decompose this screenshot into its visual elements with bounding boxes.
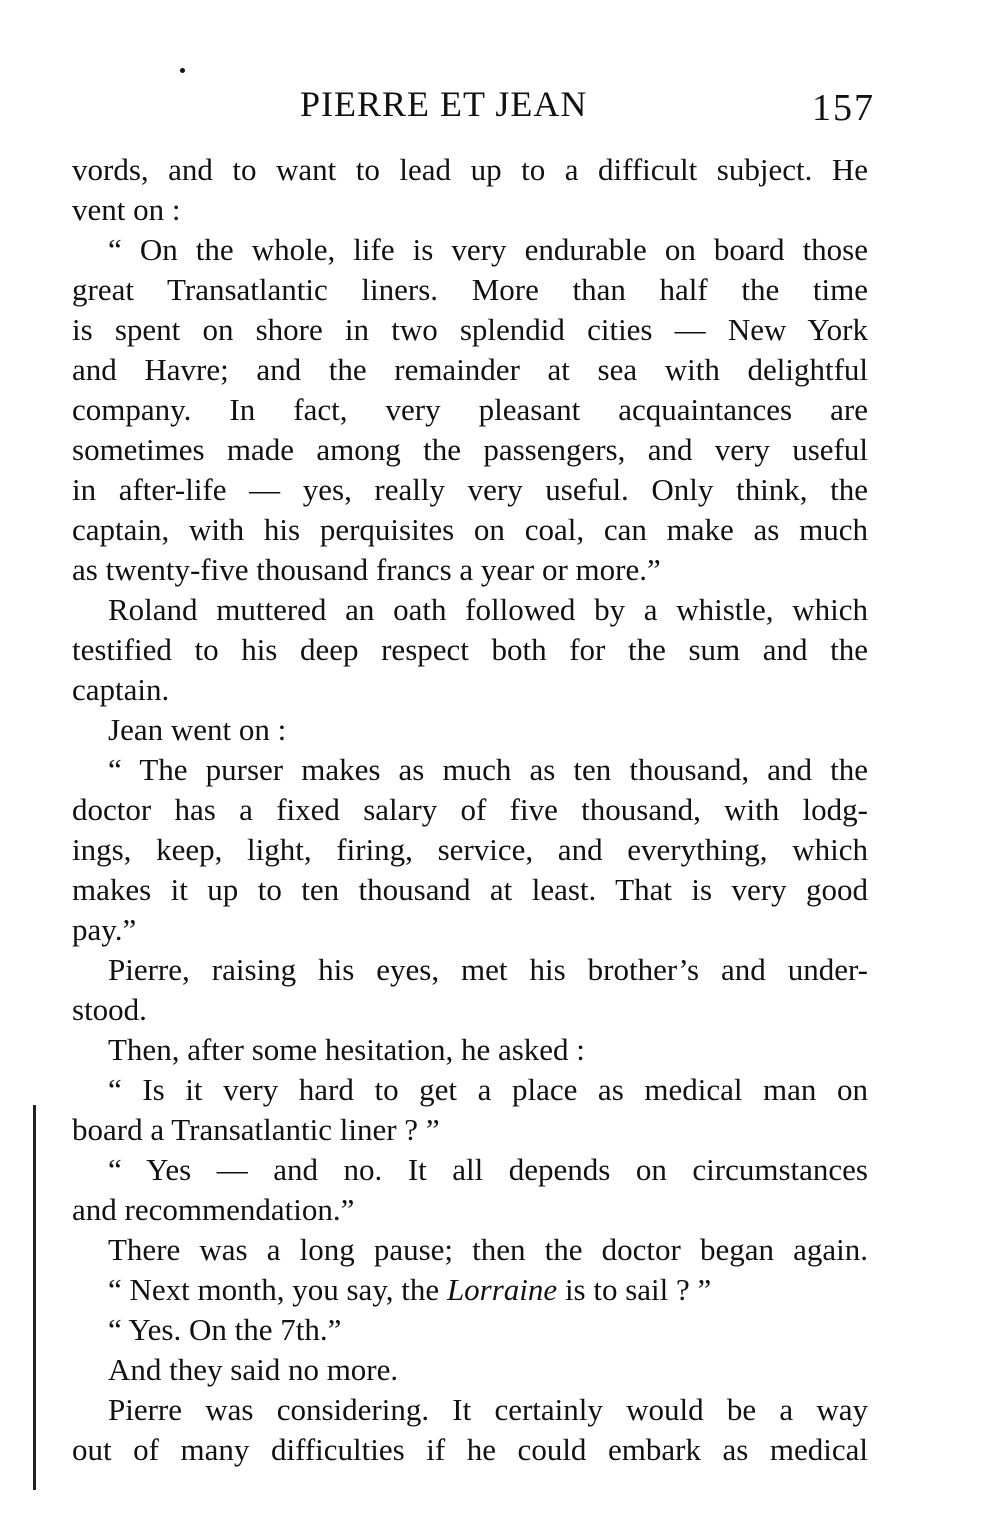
text-line: “ On the whole, life is very endurable on board those — [108, 232, 868, 267]
text-line: in after-life — yes, really very useful. Only think, the — [72, 472, 868, 507]
text-line: board a Transatlantic liner ? ” — [72, 1112, 440, 1147]
text-line: sometimes made among the passengers, and very useful — [72, 432, 868, 467]
margin-rule — [33, 1105, 36, 1490]
running-title: PIERRE ET JEAN — [300, 84, 588, 124]
text-line: and Havre; and the remainder at sea with delightful — [72, 352, 868, 387]
text-line: stood. — [72, 992, 147, 1027]
text-line: is spent on shore in two splendid cities — New York — [72, 312, 868, 347]
text-line: “ Yes. On the 7th.” — [108, 1312, 342, 1347]
text-line: out of many difficulties if he could embark as medical — [72, 1432, 868, 1467]
page-number: 157 — [812, 87, 875, 129]
text-line-with-italic — [72, 1270, 868, 1310]
text-line: pay.” — [72, 912, 137, 947]
text-line: “ The purser makes as much as ten thousand, and the — [108, 752, 868, 787]
body-text — [72, 150, 868, 1470]
text-line: doctor has a fixed salary of five thousand, with lodg- — [72, 792, 868, 827]
text-line: “ Yes — and no. It all depends on circumstances — [108, 1152, 868, 1187]
text-segment: is to sail ? ” — [557, 1272, 712, 1307]
text-line: Pierre was considering. It certainly would be a way — [108, 1392, 868, 1427]
text-line: ings, keep, light, firing, service, and everything, which — [72, 832, 868, 867]
text-line: captain. — [72, 672, 170, 707]
printer-mark — [180, 68, 185, 73]
text-line: Roland muttered an oath followed by a whistle, which — [108, 592, 868, 627]
text-line: company. In fact, very pleasant acquaintances are — [72, 392, 868, 427]
text-line: as twenty-five thousand francs a year or more.” — [72, 552, 661, 587]
text-segment: “ Next month, you say, the — [108, 1272, 447, 1307]
text-line: And they said no more. — [108, 1352, 399, 1387]
text-line: Pierre, raising his eyes, met his brother’s and under- — [108, 952, 868, 987]
text-line: There was a long pause; then the doctor began again. — [108, 1232, 868, 1267]
text-line: and recommendation.” — [72, 1192, 355, 1227]
ship-name: Lorraine — [446, 1272, 558, 1307]
text-line: great Transatlantic liners. More than half the time — [72, 272, 868, 307]
text-line: Jean went on : — [108, 712, 287, 747]
text-line: makes it up to ten thousand at least. That is very good — [72, 872, 868, 907]
text-line: Then, after some hesitation, he asked : — [108, 1032, 585, 1067]
text-line: testified to his deep respect both for the sum and the — [72, 632, 868, 667]
text-line: “ Is it very hard to get a place as medical man on — [108, 1072, 868, 1107]
text-line: vords, and to want to lead up to a difficult subject. He — [72, 152, 868, 187]
text-line: vent on : — [72, 192, 181, 227]
text-line: captain, with his perquisites on coal, can make as much — [72, 512, 868, 547]
